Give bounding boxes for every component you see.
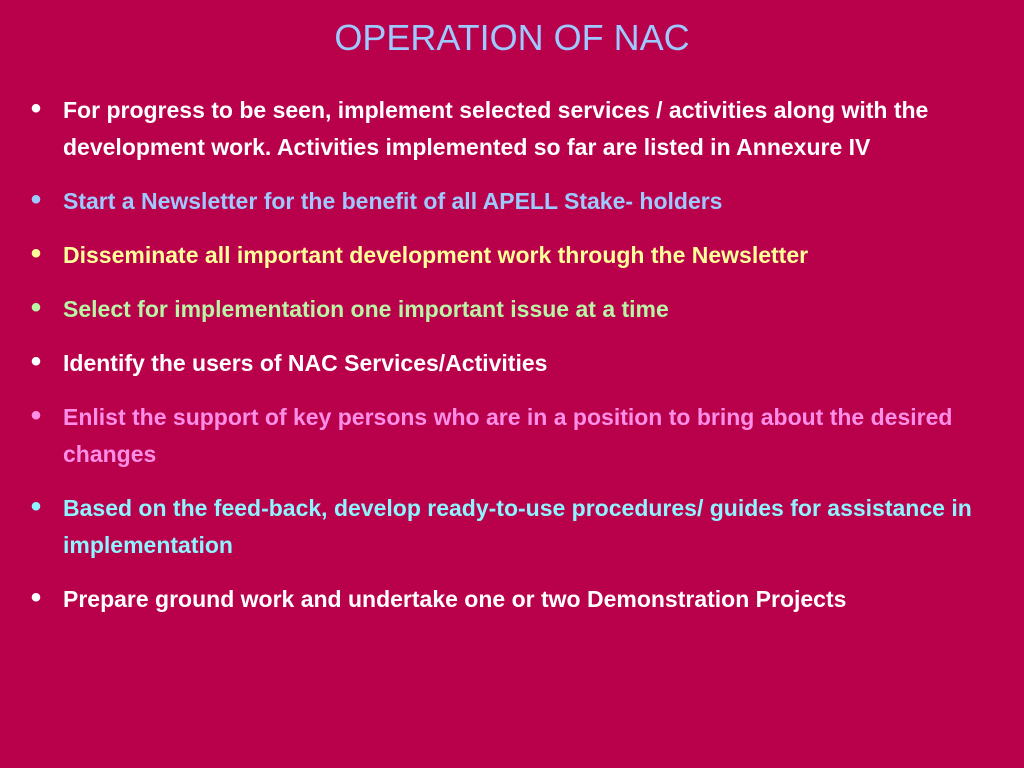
- bullet-icon: •: [30, 183, 42, 216]
- bullet-item-1: [22, 92, 1017, 166]
- bullet-icon: •: [30, 237, 42, 270]
- bullet-item-5: [22, 345, 1017, 382]
- bullet-item-4: [22, 291, 1017, 328]
- bullet-text-2: Start a Newsletter for the benefit of all APELL Stake- holders: [63, 188, 723, 214]
- bullet-icon: •: [30, 92, 42, 125]
- bullet-text-8: Prepare ground work and undertake one or two Demonstration Projects: [63, 586, 847, 612]
- bullet-list: [22, 92, 1017, 635]
- bullet-item-8: [22, 581, 1017, 618]
- bullet-item-7: [22, 490, 1017, 564]
- bullet-icon: •: [30, 399, 42, 432]
- bullet-item-2: [22, 183, 1017, 220]
- slide-title: OPERATION OF NAC: [334, 17, 690, 58]
- bullet-icon: •: [30, 581, 42, 614]
- bullet-text-5: Identify the users of NAC Services/Activities: [63, 350, 548, 376]
- bullet-icon: •: [30, 345, 42, 378]
- bullet-text-7: Based on the feed-back, develop ready-to-use procedures/ guides for assistance in implementation: [63, 495, 972, 558]
- bullet-text-4: Select for implementation one important issue at a time: [63, 296, 669, 322]
- bullet-item-6: [22, 399, 1017, 473]
- bullet-icon: •: [30, 291, 42, 324]
- bullet-item-3: [22, 237, 1017, 274]
- bullet-text-6: Enlist the support of key persons who are in a position to bring about the desired changes: [63, 404, 953, 467]
- bullet-text-1: For progress to be seen, implement selected services / activities along with the development work. Activities implemented so far are listed in Annexure IV: [63, 97, 929, 160]
- bullet-icon: •: [30, 490, 42, 523]
- bullet-text-3: Disseminate all important development work through the Newsletter: [63, 242, 809, 268]
